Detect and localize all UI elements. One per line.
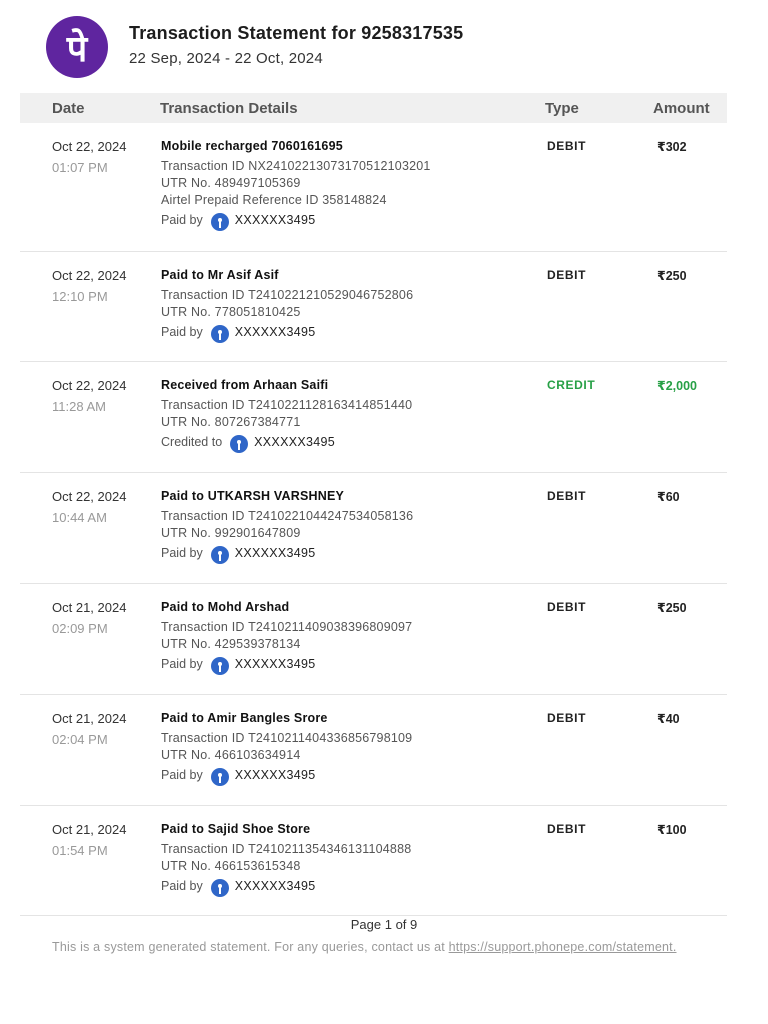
row-time: 10:44 AM [52,510,107,525]
row-utr: UTR No. 778051810425 [161,305,301,319]
row-details [161,139,531,229]
row-counterparty: Paid to Sajid Shoe Store [161,822,311,836]
transactions-table [20,93,727,916]
row-type: DEBIT [547,489,586,503]
row-paid-by [161,433,531,451]
row-utr: UTR No. 992901647809 [161,526,301,540]
table-row [20,252,727,362]
table-body [20,123,727,916]
row-date: Oct 22, 2024 [52,268,127,283]
row-details [161,822,531,895]
bank-icon [211,879,229,897]
row-counterparty: Mobile recharged 7060161695 [161,139,343,153]
row-date: Oct 22, 2024 [52,489,127,504]
row-type: DEBIT [547,600,586,614]
row-transaction-id: Transaction ID T2410221044247534058136 [161,509,414,523]
row-account: XXXXXX3495 [254,435,335,449]
row-paid-by [161,544,531,562]
row-details [161,600,531,673]
column-header-date: Date [52,100,85,117]
row-transaction-id: Transaction ID T2410221128163414851440 [161,398,413,412]
row-counterparty: Paid to Amir Bangles Srore [161,711,328,725]
row-type: CREDIT [547,378,596,392]
row-transaction-id: Transaction ID NX24102213073170512103201 [161,159,431,173]
row-transaction-id: Transaction ID T2410221210529046752806 [161,288,414,302]
row-date: Oct 22, 2024 [52,378,127,393]
row-amount: ₹2,000 [657,379,697,393]
row-amount: ₹60 [657,490,680,504]
row-counterparty: Paid to Mr Asif Asif [161,268,279,282]
footer-note-text: This is a system generated statement. For any queries, contact us at [52,940,449,954]
row-paid-by [161,211,531,229]
row-utr: UTR No. 807267384771 [161,415,301,429]
row-transaction-id: Transaction ID T2410211354346131104888 [161,842,412,856]
row-account: XXXXXX3495 [234,546,316,560]
statement-date-range: 22 Sep, 2024 - 22 Oct, 2024 [129,50,323,67]
row-type: DEBIT [547,822,586,836]
row-account: XXXXXX3495 [234,879,316,893]
row-utr: UTR No. 466153615348 [161,859,301,873]
row-paid-label: Paid by [161,657,203,671]
column-header-amount: Amount [653,100,710,117]
row-details [161,711,531,784]
row-transaction-id: Transaction ID T2410211409038396809097 [161,620,413,634]
column-header-type: Type [545,100,579,117]
row-time: 01:54 PM [52,843,108,858]
row-paid-label: Credited to [161,435,223,449]
row-utr: UTR No. 489497105369 [161,176,301,190]
row-paid-label: Paid by [161,768,203,782]
row-paid-by [161,766,531,784]
table-row [20,584,727,695]
row-paid-by [161,655,531,673]
bank-icon [211,657,229,675]
table-row [20,695,727,806]
row-details [161,268,531,341]
row-date: Oct 22, 2024 [52,139,127,154]
row-date: Oct 21, 2024 [52,822,127,837]
bank-icon [211,213,229,231]
table-row [20,362,727,473]
header-text [129,23,463,67]
row-amount: ₹250 [657,269,687,283]
row-utr: UTR No. 466103634914 [161,748,301,762]
bank-icon [211,325,229,343]
footer-note [52,940,677,954]
row-account: XXXXXX3495 [234,768,316,782]
table-row [20,123,727,252]
row-account: XXXXXX3495 [234,213,316,227]
bank-icon [211,768,229,786]
statement-title: Transaction Statement for 9258317535 [129,23,464,43]
column-header-details: Transaction Details [160,100,298,117]
row-date: Oct 21, 2024 [52,600,127,615]
row-date: Oct 21, 2024 [52,711,127,726]
row-transaction-id: Transaction ID T2410211404336856798109 [161,731,413,745]
phonepe-logo-icon: पे [46,16,108,78]
row-amount: ₹250 [657,601,687,615]
row-type: DEBIT [547,268,586,282]
bank-icon [211,546,229,564]
table-row [20,473,727,584]
row-paid-label: Paid by [161,213,203,227]
row-reference: Airtel Prepaid Reference ID 358148824 [161,193,387,207]
row-amount: ₹100 [657,823,687,837]
row-time: 01:07 PM [52,160,108,175]
statement-header [46,16,463,78]
row-type: DEBIT [547,711,586,725]
row-amount: ₹302 [657,140,687,154]
row-paid-label: Paid by [161,546,203,560]
row-type: DEBIT [547,139,586,153]
row-paid-by [161,323,531,341]
row-counterparty: Received from Arhaan Saifi [161,378,329,392]
row-time: 02:04 PM [52,732,108,747]
row-details [161,489,531,562]
row-counterparty: Paid to UTKARSH VARSHNEY [161,489,345,503]
bank-icon [230,435,248,453]
row-paid-label: Paid by [161,879,203,893]
row-details [161,378,531,451]
row-paid-by [161,877,531,895]
row-time: 02:09 PM [52,621,108,636]
row-account: XXXXXX3495 [234,657,316,671]
support-link[interactable]: https://support.phonepe.com/statement. [448,940,677,954]
row-time: 12:10 PM [52,289,108,304]
table-row [20,806,727,916]
row-utr: UTR No. 429539378134 [161,637,301,651]
row-time: 11:28 AM [52,399,106,414]
row-counterparty: Paid to Mohd Arshad [161,600,290,614]
row-amount: ₹40 [657,712,680,726]
page-number: Page 1 of 9 [350,917,418,932]
row-paid-label: Paid by [161,325,203,339]
table-header [20,93,727,123]
row-account: XXXXXX3495 [234,325,316,339]
